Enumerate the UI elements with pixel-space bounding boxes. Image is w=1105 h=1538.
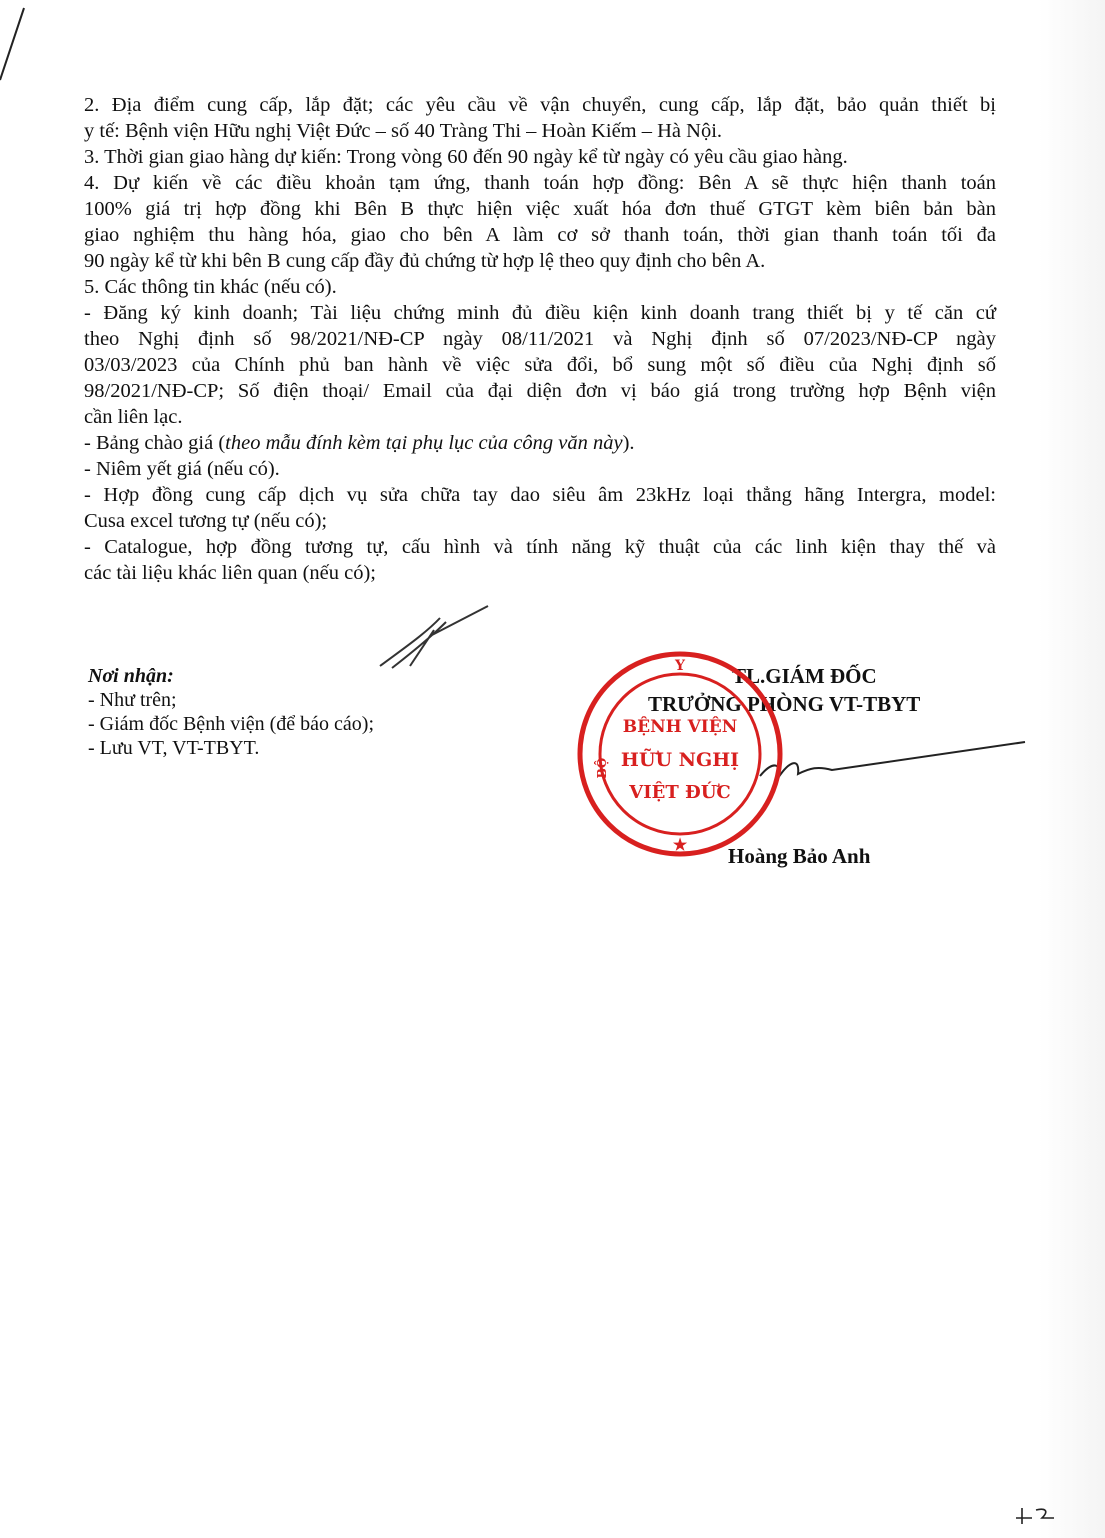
para-payment-line3: giao nghiệm thu hàng hóa, giao cho bên A làm cơ sở thanh toán, thời gian thanh toán tối đa — [84, 224, 996, 246]
stamp-side-text: BỘ — [595, 757, 609, 779]
para-delivery-location-line2: y tế: Bệnh viện Hữu nghị Việt Đức – số 40 Tràng Thi – Hoàn Kiếm – Hà Nội. — [84, 120, 723, 142]
para-payment-line2: 100% giá trị hợp đồng khi Bên B thực hiện việc xuất hóa đơn thuế GTGT kèm biên bản bàn — [84, 198, 996, 220]
signer-role-line1: TL.GIÁM ĐỐC — [732, 664, 877, 688]
para-contract-line2: Cusa excel tương tự (nếu có); — [84, 510, 328, 532]
stamp-line1: BỆNH VIỆN — [622, 717, 738, 737]
stamp-top-letter: Y — [675, 658, 685, 674]
hospital-seal — [574, 648, 786, 860]
para-payment-line1: 4. Dự kiến về các điều khoản tạm ứng, thanh toán hợp đồng: Bên A sẽ thực hiện thanh toán — [84, 172, 996, 194]
stamp-line2: HỮU NGHỊ — [620, 749, 740, 771]
signer-name: Hoàng Bảo Anh — [728, 844, 871, 868]
para-delivery-location-line1: 2. Địa điểm cung cấp, lắp đặt; các yêu cầu về vận chuyển, cung cấp, lắp đặt, bảo quản thiết bị — [84, 94, 996, 116]
para-payment-line4: 90 ngày kể từ khi bên B cung cấp đầy đủ chứng từ hợp lệ theo quy định cho bên A. — [84, 250, 766, 272]
para-contract-line1: - Hợp đồng cung cấp dịch vụ sửa chữa tay dao siêu âm 23kHz loại thẳng hãng Intergra, model: — [84, 484, 996, 506]
para-quote-table — [84, 430, 996, 456]
para-catalogue-line1: - Catalogue, hợp đồng tương tự, cấu hình và tính năng kỹ thuật của các linh kiện thay thế và — [84, 536, 996, 558]
para-business-reg-line3: 03/03/2023 của Chính phủ ban hành về việc sửa đổi, bổ sung một số điều của Nghị định số — [84, 354, 996, 376]
para-catalogue-line2: các tài liệu khác liên quan (nếu có); — [84, 562, 376, 584]
stamp-line3: VIỆT ĐỨC — [629, 782, 731, 803]
recipient-item: - Như trên; — [88, 689, 177, 711]
stamp-star-icon: ★ — [672, 835, 688, 854]
recipient-item: - Lưu VT, VT-TBYT. — [88, 737, 260, 759]
recipient-item: - Giám đốc Bệnh viện (để báo cáo); — [88, 713, 375, 735]
signer-role-line2: TRƯỞNG PHÒNG VT-TBYT — [648, 692, 921, 716]
page-initials-mark — [1010, 1502, 1060, 1526]
para-other-info: 5. Các thông tin khác (nếu có). — [84, 276, 337, 298]
para-business-reg-line5: cần liên lạc. — [84, 406, 183, 428]
para-business-reg-line2: theo Nghị định số 98/2021/NĐ-CP ngày 08/11/2021 và Nghị định số 07/2023/NĐ-CP ngày — [84, 328, 996, 350]
quote-suffix: ). — [622, 432, 635, 454]
quote-prefix: - Bảng chào giá ( — [84, 432, 226, 454]
quote-italic: theo mẫu đính kèm tại phụ lục của công văn này — [225, 432, 623, 454]
recipients-block — [88, 664, 508, 760]
para-business-reg-line1: - Đăng ký kinh doanh; Tài liệu chứng minh đủ điều kiện kinh doanh trang thiết bị y tế căn cứ — [84, 302, 996, 324]
para-price-listing: - Niêm yết giá (nếu có). — [84, 458, 280, 480]
page-fold-mark — [0, 0, 60, 100]
recipients-title: Nơi nhận: — [88, 665, 174, 687]
para-delivery-time: 3. Thời gian giao hàng dự kiến: Trong vòng 60 đến 90 ngày kể từ ngày có yêu cầu giao hàng. — [84, 146, 848, 168]
document-body — [84, 92, 996, 586]
para-business-reg-line4: 98/2021/NĐ-CP; Số điện thoại/ Email của đại diện đơn vị báo giá trong trường hợp Bệnh viện — [84, 380, 996, 402]
